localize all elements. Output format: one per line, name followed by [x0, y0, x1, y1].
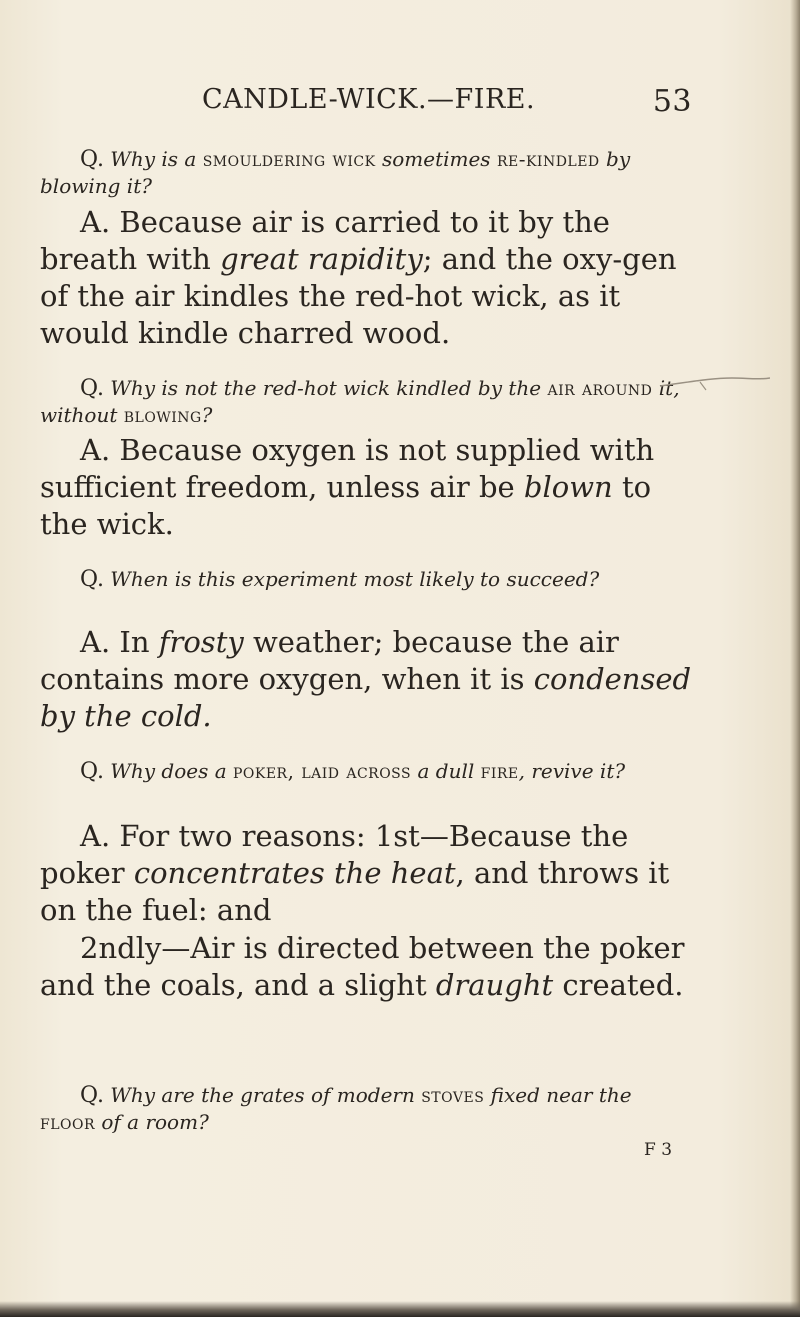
running-header — [40, 84, 692, 124]
answer-1: A. Because air is carried to it by the breath with great rapidity; and the oxy-gen of the air kindles the red-hot wick, as it would kindle charred wood. — [40, 205, 677, 350]
question-1: Q. Why is a smouldering wick sometimes re-kindled by blowing it? — [40, 147, 631, 198]
page-right-edge — [790, 0, 800, 1317]
answer-3: A. In frosty weather; because the air contains more oxygen, when it is condensed by the cold. — [40, 625, 692, 733]
pencil-mark-icon — [660, 372, 770, 392]
question-4: Q. Why does a poker, laid across a dull fire, revive it? — [80, 759, 626, 784]
answer-2: A. Because oxygen is not supplied with sufficient freedom, unless air be blown to the wick. — [40, 433, 655, 541]
answer-4-continued: 2ndly—Air is directed between the poker and the coals, and a slight draught created. — [40, 931, 685, 1002]
question-5: Q. Why are the grates of modern stoves fixed near the floor of a room? — [40, 1083, 632, 1134]
header-title: CANDLE-WICK.—FIRE. — [202, 84, 536, 115]
q-mark: Q. — [80, 147, 104, 172]
question-3: Q. When is this experiment most likely to succeed? — [80, 567, 600, 592]
signature-mark: F 3 — [644, 1140, 673, 1160]
page-bottom-edge — [0, 1301, 800, 1317]
page-number: 53 — [652, 84, 692, 119]
answer-4: A. For two reasons: 1st—Because the poker concentrates the heat, and throws it on the fuel: and — [40, 819, 670, 927]
a-mark: A. — [80, 205, 111, 239]
question-2: Q. Why is not the red-hot wick kindled by the air around it, without blowing? — [40, 376, 680, 427]
